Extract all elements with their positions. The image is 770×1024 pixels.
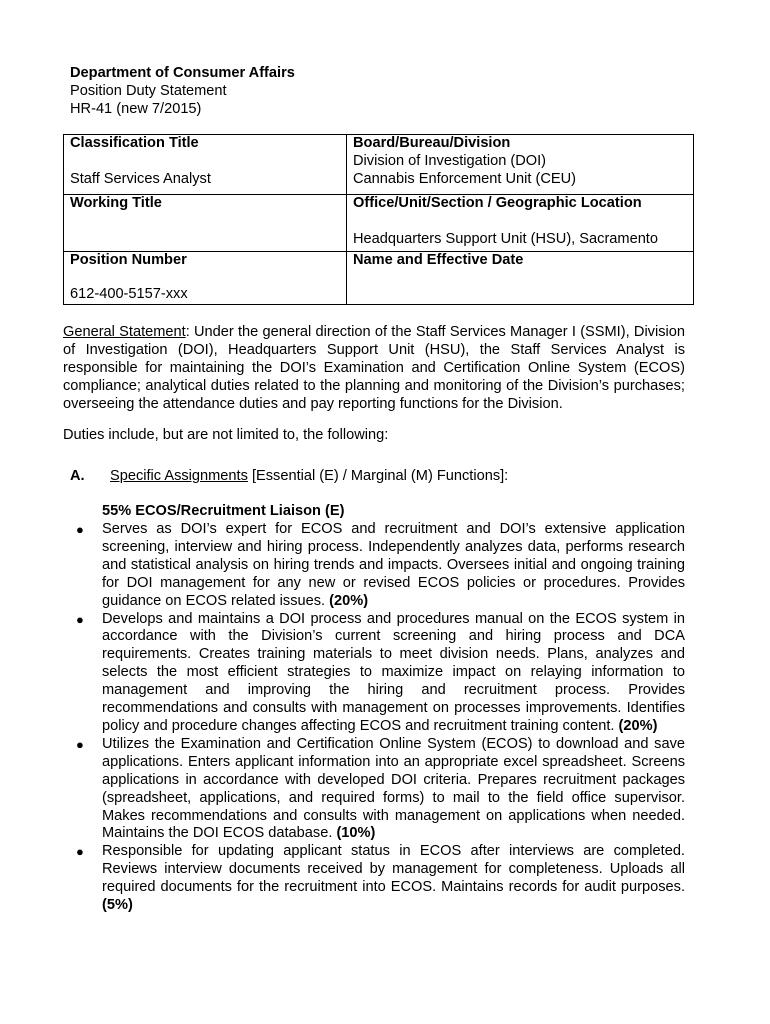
section-a-title: Specific Assignments bbox=[110, 468, 248, 484]
duty-text: Utilizes the Examination and Certification Online System (ECOS) to download and save applications. Enters applicant information into an appropriate excel spreadsheet. Screens applications in accordance with developed DOI criteria. Prepares recruitment packages (spreadsheet, applications, and required forms) to mail to the field office supervisor. Makes recommendations and consults with management on applications when needed. Maintains the DOI ECOS database. bbox=[102, 735, 685, 842]
table-row bbox=[64, 135, 694, 195]
duty-percentage: (20%) bbox=[329, 592, 369, 609]
duties-intro: Duties include, but are not limited to, the following: bbox=[63, 427, 389, 443]
duty-text: Develops and maintains a DOI process and procedures manual on the ECOS system in accordance with the Division’s current screening and hiring process and DCA requirements. Creates training materials to meet division needs. Plans, analyzes and selects the most efficient strategies to maximize impact on relaying information to management and improving the hiring and recruitment process. Provides recommendations and consults with management on processes improvements. Identifies policy and procedure changes affecting ECOS and recruitment training content. bbox=[102, 610, 685, 734]
general-statement-text: : Under the general direction of the Staff Services Manager I (SSMI), Division of Investigation (DOI), Headquarters Support Unit (HSU), the Staff Services Analyst is responsible for maintaining the DOI’s Examination and Certification Online System (ECOS) compliance; analytical duties related to the planning and monitoring of the Division’s purchases; overseeing the attendance duties and pay reporting functions for the Division. bbox=[63, 324, 685, 412]
office-location-label: Office/Unit/Section / Geographic Location bbox=[353, 195, 642, 211]
section-a-title-suffix: [Essential (E) / Marginal (M) Functions]: bbox=[247, 468, 509, 484]
position-number-value: 612-400-5157-xxx bbox=[70, 285, 188, 302]
section-a-title-line bbox=[110, 468, 508, 486]
list-item bbox=[76, 610, 685, 736]
classification-title-label: Classification Title bbox=[70, 135, 199, 151]
working-title-label: Working Title bbox=[70, 195, 162, 211]
duty-percentage: (20%) bbox=[618, 717, 658, 734]
document-header bbox=[70, 65, 295, 119]
ecos-recruitment-subheading: 55% ECOS/Recruitment Liaison (E) bbox=[102, 503, 345, 519]
bullet-icon: ● bbox=[76, 844, 84, 860]
classification-title-cell bbox=[64, 135, 347, 195]
working-title-cell bbox=[64, 195, 347, 252]
position-number-label: Position Number bbox=[70, 252, 187, 268]
position-number-cell bbox=[64, 252, 347, 305]
bullet-icon: ● bbox=[76, 611, 84, 627]
office-location-cell bbox=[347, 195, 694, 252]
section-a-label: A. bbox=[70, 468, 85, 484]
board-bureau-division-value-2: Cannabis Enforcement Unit (CEU) bbox=[353, 170, 577, 187]
position-info-table bbox=[63, 134, 694, 305]
duty-bullet-list bbox=[76, 521, 685, 915]
general-statement-label: General Statement bbox=[63, 324, 186, 340]
duty-percentage: (10%) bbox=[336, 825, 376, 842]
duty-percentage: (5%) bbox=[102, 897, 133, 914]
name-effective-date-label: Name and Effective Date bbox=[353, 252, 524, 268]
list-item bbox=[76, 521, 685, 611]
duty-text: Responsible for updating applicant status in ECOS after interviews are completed. Reviews interview documents received by management for completeness. Uploads all required documents for the recruitment into ECOS. Maintains records for audit purposes. bbox=[102, 843, 685, 896]
bullet-icon: ● bbox=[76, 736, 84, 752]
board-bureau-division-cell bbox=[347, 135, 694, 195]
name-effective-date-cell bbox=[347, 252, 694, 305]
form-number: HR-41 (new 7/2015) bbox=[70, 100, 202, 117]
department-name: Department of Consumer Affairs bbox=[70, 65, 295, 81]
general-statement bbox=[63, 324, 685, 414]
table-row bbox=[64, 252, 694, 305]
list-item bbox=[76, 843, 685, 915]
bullet-icon: ● bbox=[76, 522, 84, 537]
classification-title-value: Staff Services Analyst bbox=[70, 170, 211, 187]
duty-text: Serves as DOI’s expert for ECOS and recruitment and DOI’s extensive application screening, interview and hiring process. Independently analyzes data, performs research and statistical analysis on hiring trends and impacts. Oversees initial and ongoing training for DOI management for any new or revised ECOS policies or procedures. Provides guidance on ECOS related issues. bbox=[102, 521, 685, 609]
board-bureau-division-label: Board/Bureau/Division bbox=[353, 135, 511, 151]
office-location-value: Headquarters Support Unit (HSU), Sacramento bbox=[353, 230, 658, 247]
table-row bbox=[64, 195, 694, 252]
list-item bbox=[76, 735, 685, 843]
board-bureau-division-value-1: Division of Investigation (DOI) bbox=[353, 152, 547, 169]
document-type: Position Duty Statement bbox=[70, 82, 227, 99]
